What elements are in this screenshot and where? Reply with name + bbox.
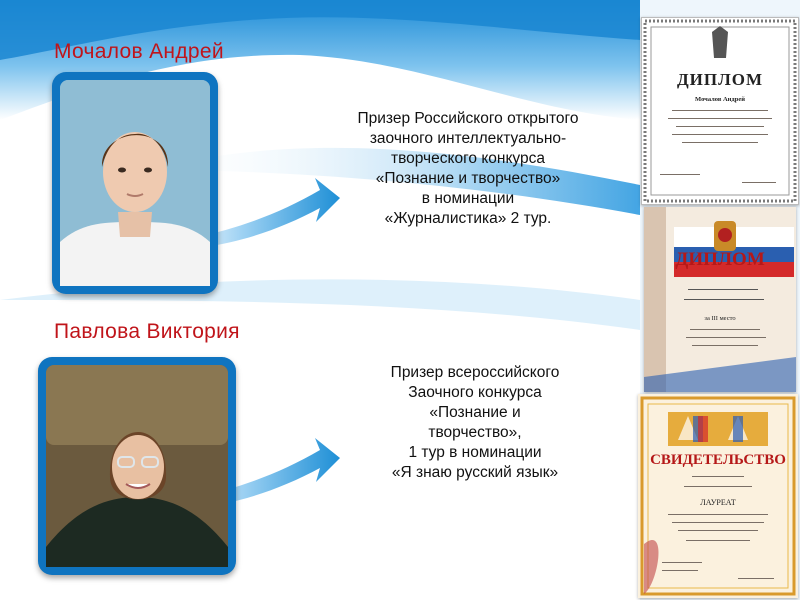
person1-desc-line: Призер Российского открытого — [357, 110, 579, 127]
person1-desc-line: «Журналистика» 2 тур. — [384, 210, 552, 227]
certificate-2-title: ДИПЛОМ — [675, 249, 765, 270]
certificate-2-place: за III место — [704, 315, 736, 322]
person1-desc-line: «Познание и творчество» — [375, 170, 561, 187]
certificate-3-award: ЛАУРЕАТ — [700, 498, 736, 507]
person1-desc-line: в номинации — [421, 190, 515, 207]
person2-name: Павлова Виктория — [54, 320, 240, 343]
person2-desc-line: творчество», — [428, 424, 522, 441]
person2-desc-line: «Познание и — [429, 404, 521, 421]
person1-description — [318, 109, 618, 229]
certificate-3 — [638, 394, 798, 598]
person1-desc-line: творческого конкурса — [391, 150, 545, 167]
certificate-3-title: СВИДЕТЕЛЬСТВО — [650, 452, 786, 468]
certificate-1-recipient: Мочалов Андрей — [695, 96, 745, 103]
certificate-2 — [644, 207, 796, 392]
certificate-1-title: ДИПЛОМ — [676, 70, 764, 89]
person2-desc-line: Заочного конкурса — [408, 384, 542, 401]
person1-desc-line: заочного интеллектуально- — [369, 130, 567, 147]
person2-photo — [38, 357, 236, 575]
person2-desc-line: 1 тур в номинации — [408, 444, 542, 461]
person2-desc-line: Призер всероссийского — [390, 364, 560, 381]
certificate-1 — [641, 17, 799, 205]
person1-name: Мочалов Андрей — [54, 40, 224, 63]
person1-photo — [52, 72, 218, 294]
person2-description — [340, 363, 610, 483]
person2-desc-line: «Я знаю русский язык» — [391, 464, 559, 481]
